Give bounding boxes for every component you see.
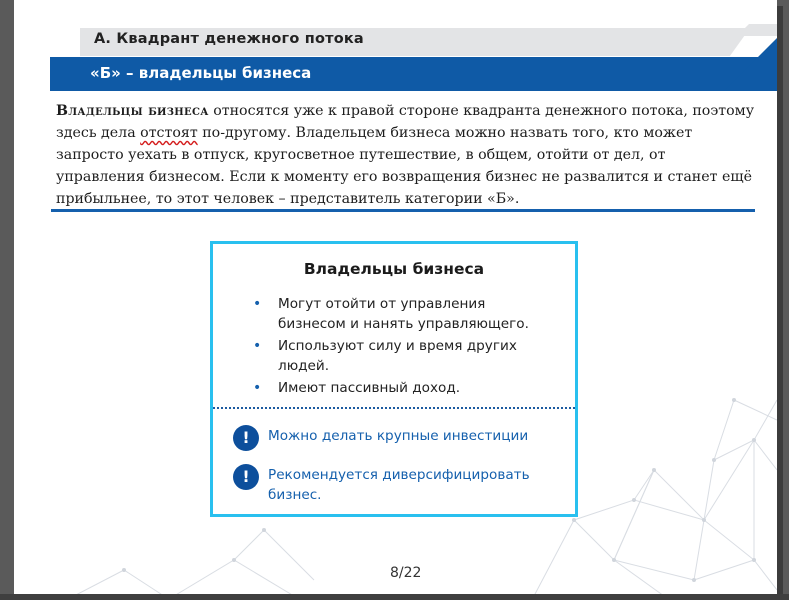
- exclamation-icon: !: [233, 464, 259, 490]
- list-item: • Могут отойти от управления бизнесом и нанять управляющего.: [253, 296, 529, 332]
- intro-lead: Владельцы бизнеса: [56, 103, 209, 119]
- intro-text-2: по-другому. Владельцем бизнеса можно назвать того, кто может запросто уехать в отпуск, кругосветное путешествие, в общем, отойти от дел, от управления бизнесом. Если к моменту его возвращения бизнес не развалится и станет ещё прибыльнее, то этот человек – представитель категории «Б».: [56, 125, 752, 207]
- bullet-icon: •: [253, 380, 262, 396]
- divider-rule: [51, 209, 755, 212]
- page-number: 8/22: [390, 565, 422, 581]
- info-box: [210, 241, 578, 517]
- section-title: А. Квадрант денежного потока: [94, 31, 364, 47]
- info-box-title: Владельцы бизнеса: [303, 260, 485, 278]
- note-text: Можно делать крупные инвестиции: [268, 428, 529, 444]
- list-item: • Имеют пассивный доход.: [253, 380, 461, 396]
- exclamation-icon: !: [233, 425, 259, 451]
- intro-text-1: относятся уже к правой стороне квадранта денежного потока, поэтому здесь дела: [56, 103, 755, 141]
- list-item: • Используют силу и время других людей.: [253, 338, 517, 374]
- subtitle: «Б» – владельцы бизнеса: [90, 64, 312, 82]
- dotted-separator: [213, 407, 575, 409]
- document-page: [14, 0, 777, 596]
- page-shadow: [777, 6, 783, 600]
- intro-paragraph: [56, 100, 756, 210]
- viewer-bottom-edge: [0, 594, 789, 600]
- note-text: Рекомендуется диверсифицировать бизнес.: [268, 467, 530, 503]
- bullet-list: [253, 294, 553, 400]
- bullet-icon: •: [253, 296, 262, 312]
- section-header-tab: [737, 24, 777, 36]
- spellcheck-word[interactable]: отстоят: [140, 125, 198, 141]
- bullet-icon: •: [253, 338, 262, 354]
